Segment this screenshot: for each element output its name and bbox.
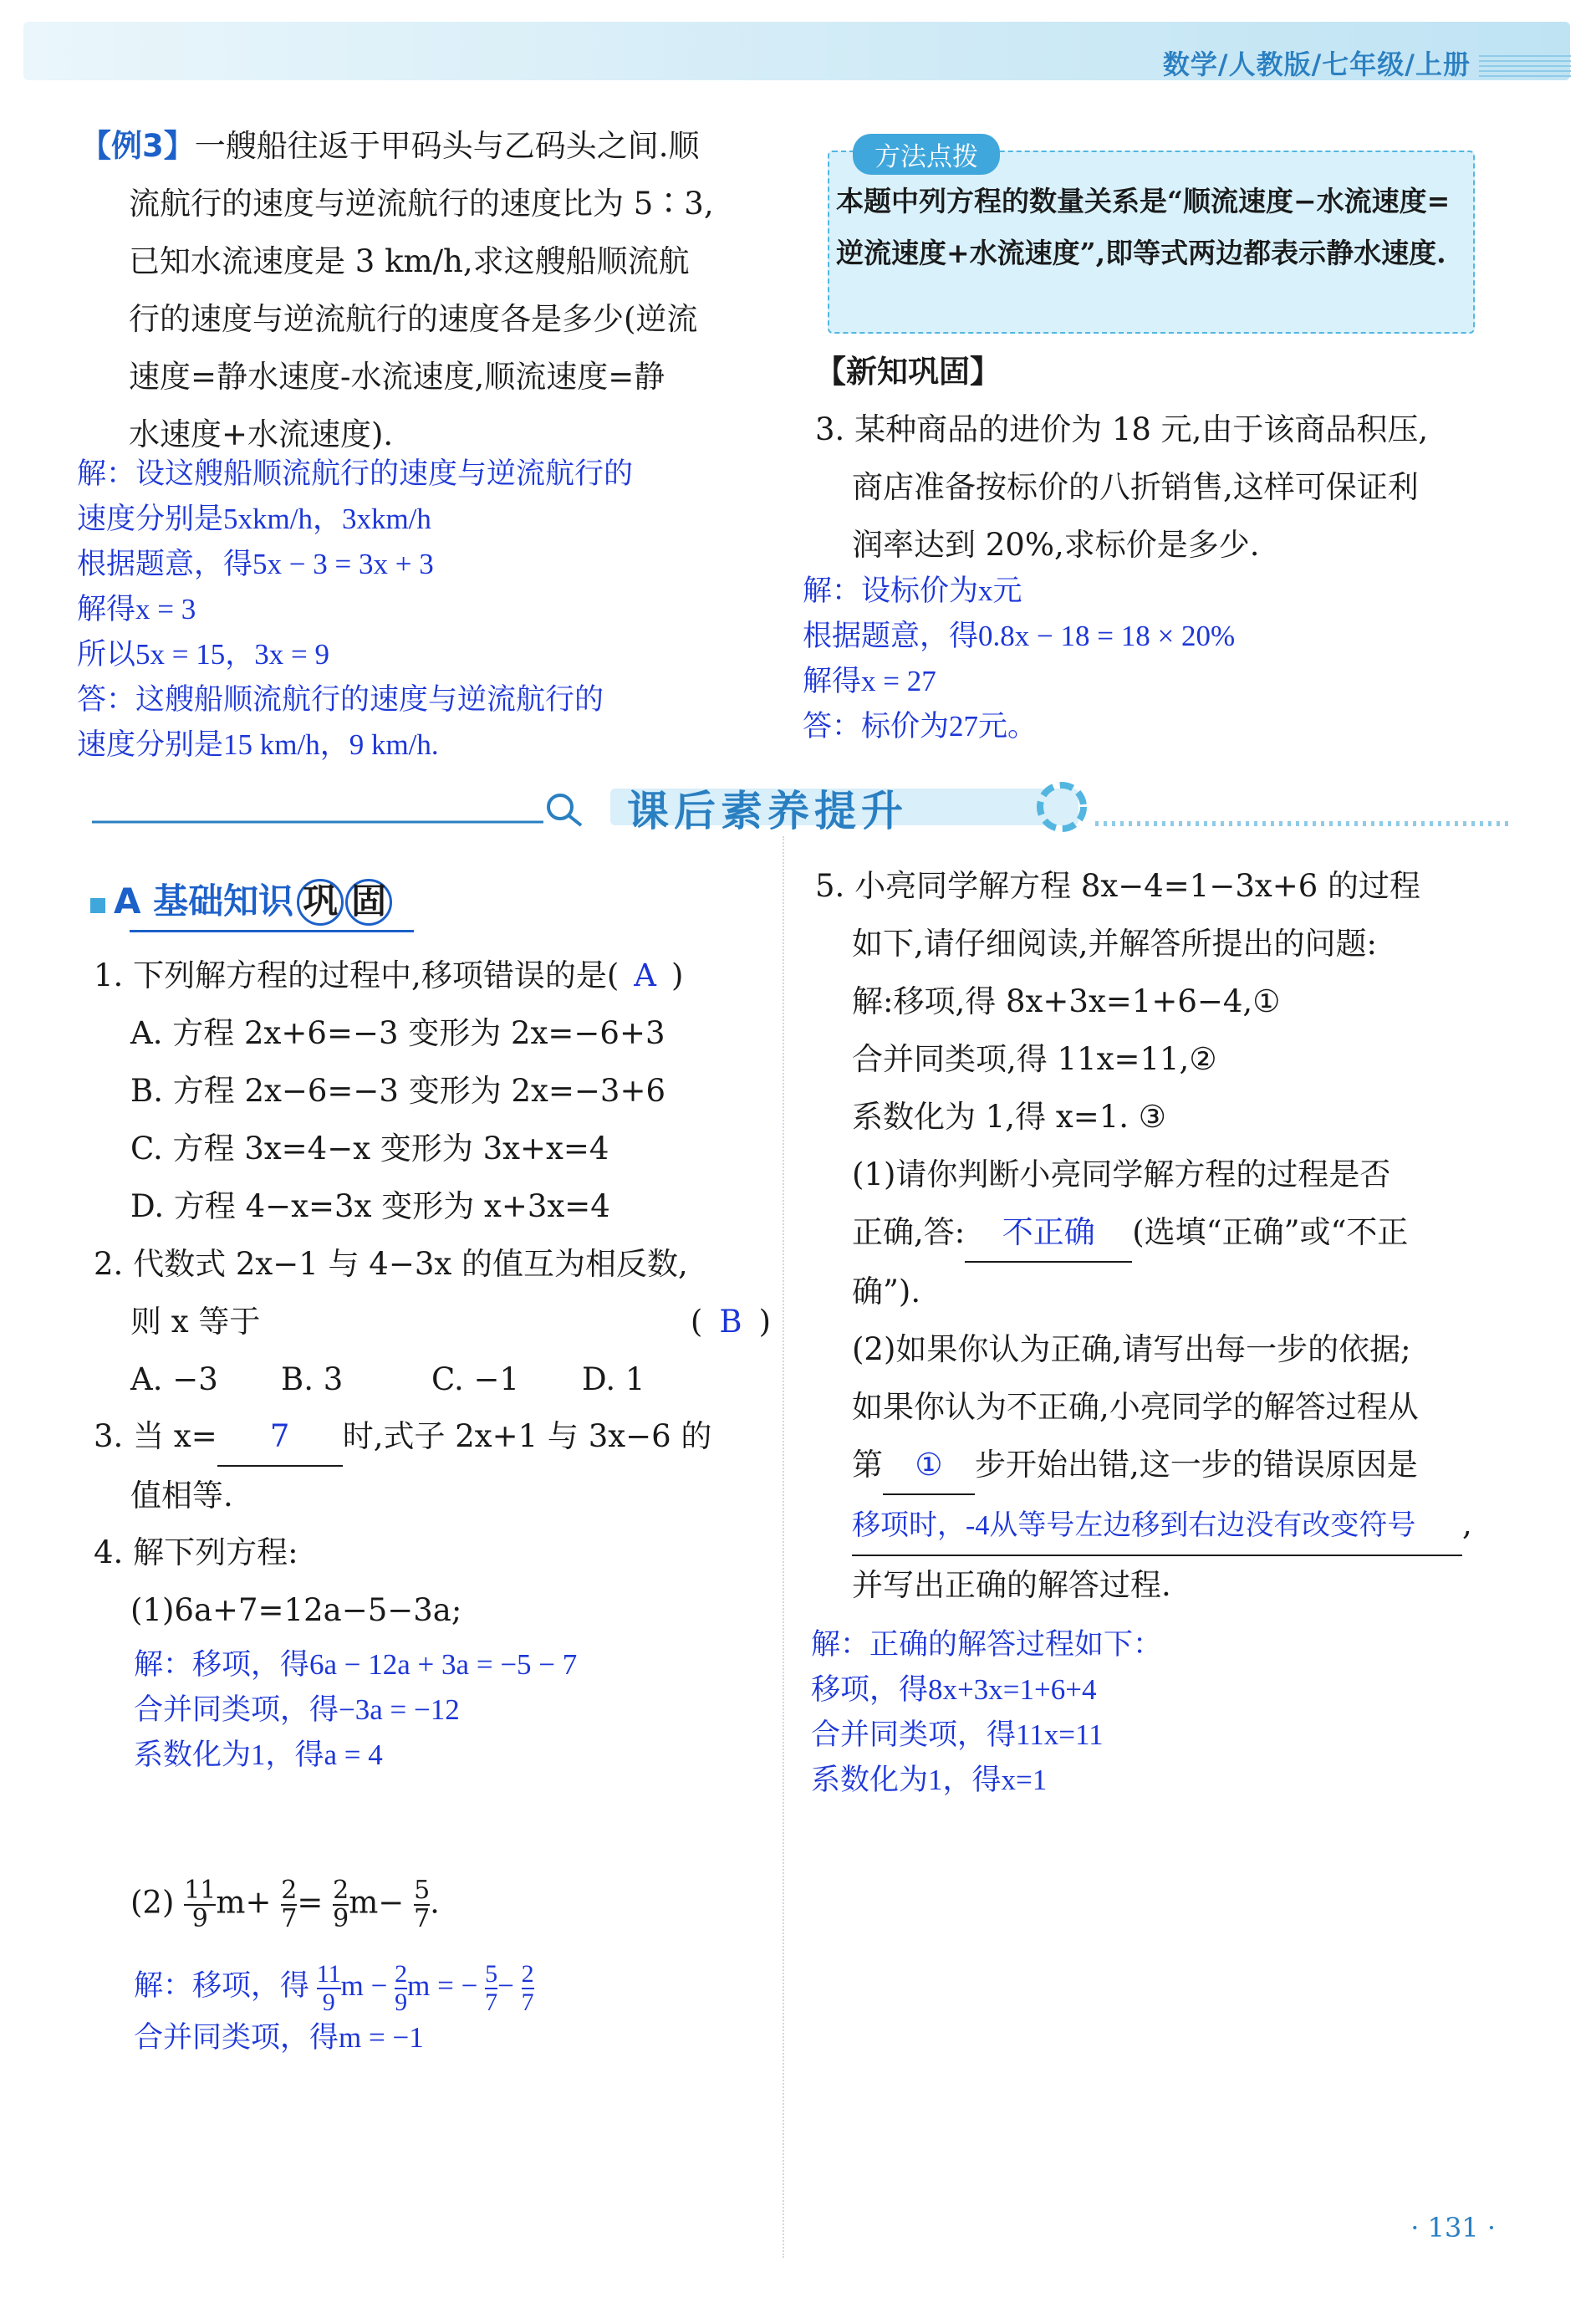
square-bullet-icon (90, 898, 105, 913)
xinzhi-heading: 【新知巩固】 (815, 353, 1001, 390)
circled-char: 固 (345, 879, 392, 926)
q4-part1: (1)6a+7=12a−5−3a; (130, 1592, 462, 1628)
question-2: 2. 代数式 2x−1 与 4−3x 的值互为相反数, 则 x 等于 ( B ) A. −3 B. 3 C. −1 D. 1 (94, 1235, 779, 1408)
q2-option: A. −3 (130, 1361, 218, 1397)
example3-line: 流航行的速度与逆流航行的速度比为 5∶3, (129, 186, 714, 222)
q4-part2-answer-line2: 合并同类项，得m = −1 (134, 2021, 424, 2054)
method-tip-text: 本题中列方程的数量关系是“顺流速度−水流速度=逆流速度+水流速度”,即等式两边都表示静水速度. (836, 185, 1451, 269)
example3-line: 水速度+水流速度). (129, 416, 394, 452)
section-title: 课后素养提升 (627, 787, 908, 835)
q2-option: D. 1 (582, 1361, 645, 1397)
part-a-title: A 基础知识 巩 固 (90, 874, 392, 926)
header-decoration (1479, 52, 1571, 77)
q3-answer: 7 (217, 1407, 343, 1467)
q2-option: C. −1 (431, 1361, 520, 1397)
question-5: 5. 小亮同学解方程 8x−4=1−3x+6 的过程 如下,请仔细阅读,并解答所提出的问题: 解:移项,得 8x+3x=1+6−4,① 合并同类项,得 11x=11,② 系数化为 1,得 x=1. ③ (1)请你判断小亮同学解方程的过程是否 正确,答: 不正确 (选填“正确”或“不正 确”). (2)如果你认为正确,请写出每一步的依据; 如果你认为不正确,小亮同学的解答过程从 第 ① 步开始出错,这一步的错误原因是 移项时，-4从等号左边移到右边没有改变符号 , 并写出正确的解答过程. (815, 868, 1472, 1603)
xinzhi-answer: 解：设标价为x元 根据题意，得0.8x − 18 = 18 × 20% 解得x = 27 答：标价为27元。 (803, 574, 1236, 743)
example3-line: 【例3】一艘船往返于甲码头与乙码头之间.顺 (80, 128, 700, 164)
column-divider (783, 836, 784, 2258)
q1-option: C. 方程 3x=4−x 变形为 3x+x=4 (130, 1131, 609, 1167)
question-3: 3. 当 x= 7 时,式子 2x+1 与 3x−6 的 值相等. (94, 1407, 779, 1524)
xinzhi-line: 3. 某种商品的进价为 18 元,由于该商品积压, (815, 411, 1429, 447)
part-a-underline (130, 930, 414, 932)
example3-block (80, 117, 774, 463)
example3-line: 行的速度与逆流航行的速度各是多少(逆流 (129, 301, 698, 337)
circled-char: 巩 (297, 879, 344, 926)
q5-judgment-answer: 不正确 (965, 1203, 1132, 1263)
q2-option: B. 3 (281, 1361, 344, 1397)
xinzhi-block (815, 343, 1484, 574)
q5-reason-answer: 移项时，-4从等号左边移到右边没有改变符号 (852, 1497, 1462, 1556)
q1-answer: A (634, 957, 656, 993)
xinzhi-line: 商店准备按标价的八折销售,这样可保证利 (852, 469, 1419, 505)
example3-answer: 解：设这艘船顺流航行的速度与逆流航行的 速度分别是5xkm/h，3xkm/h 根据题意，得5x − 3 = 3x + 3 解得x = 3 所以5x = 15，3x = 9 答：这艘船顺流航行的速度与逆流航行的 速度分别是15 km/h，9 km/h. (77, 457, 634, 761)
xinzhi-line: 润率达到 20%,求标价是多少. (852, 527, 1260, 563)
header-title: 数学/人教版/七年级/上册 (1162, 49, 1471, 80)
q5-step-answer: ① (883, 1436, 975, 1495)
q4-part1-answer: 解：移项，得6a − 12a + 3a = −5 − 7 合并同类项，得−3a = −12 系数化为1，得a = 4 (134, 1648, 578, 1771)
page-number: · 131 · (1410, 2212, 1496, 2244)
example3-line: 已知水流速度是 3 km/h,求这艘船顺流航 (129, 243, 690, 279)
example3-line: 速度=静水速度-水流速度,顺流速度=静 (129, 359, 665, 395)
example3-tag: 【例3】 (80, 128, 195, 164)
question-4: 4. 解下列方程: (1)6a+7=12a−5−3a; (94, 1524, 779, 1639)
q1-option: D. 方程 4−x=3x 变形为 x+3x=4 (130, 1188, 610, 1224)
q1-option: A. 方程 2x+6=−3 变形为 2x=−6+3 (130, 1015, 665, 1051)
q2-answer: B (719, 1304, 742, 1340)
q1-option: B. 方程 2x−6=−3 变形为 2x=−3+6 (130, 1073, 665, 1109)
magnifier-icon (548, 795, 572, 819)
q4-part2-answer: 解：移项，得 $\frac{11}{9}$ m − $\frac{2}{9}$ m = − $\frac{5}{7}$ − $\frac{2}{7}$ (134, 1960, 534, 2016)
question-1: 1. 下列解方程的过程中,移项错误的是( A ) A. 方程 2x+6=−3 变形为 2x=−6+3 B. 方程 2x−6=−3 变形为 2x=−3+6 C. 方程 3x=4−x 变形为 3x+x=4 D. 方程 4−x=3x 变形为 x+3x=4 (94, 947, 779, 1235)
q4-part2: (2) $\frac{11}{9}$ m+ $\frac{2}{7}$ = $\frac{2}{9}$ m− $\frac{5}{7}$ . (130, 1876, 440, 1933)
q5-answer: 解：正确的解答过程如下： 移项，得8x+3x=1+6+4 合并同类项，得11x=11 系数化为1，得x=1 (811, 1628, 1163, 1796)
method-tip-label: 方法点拨 (853, 134, 1000, 175)
